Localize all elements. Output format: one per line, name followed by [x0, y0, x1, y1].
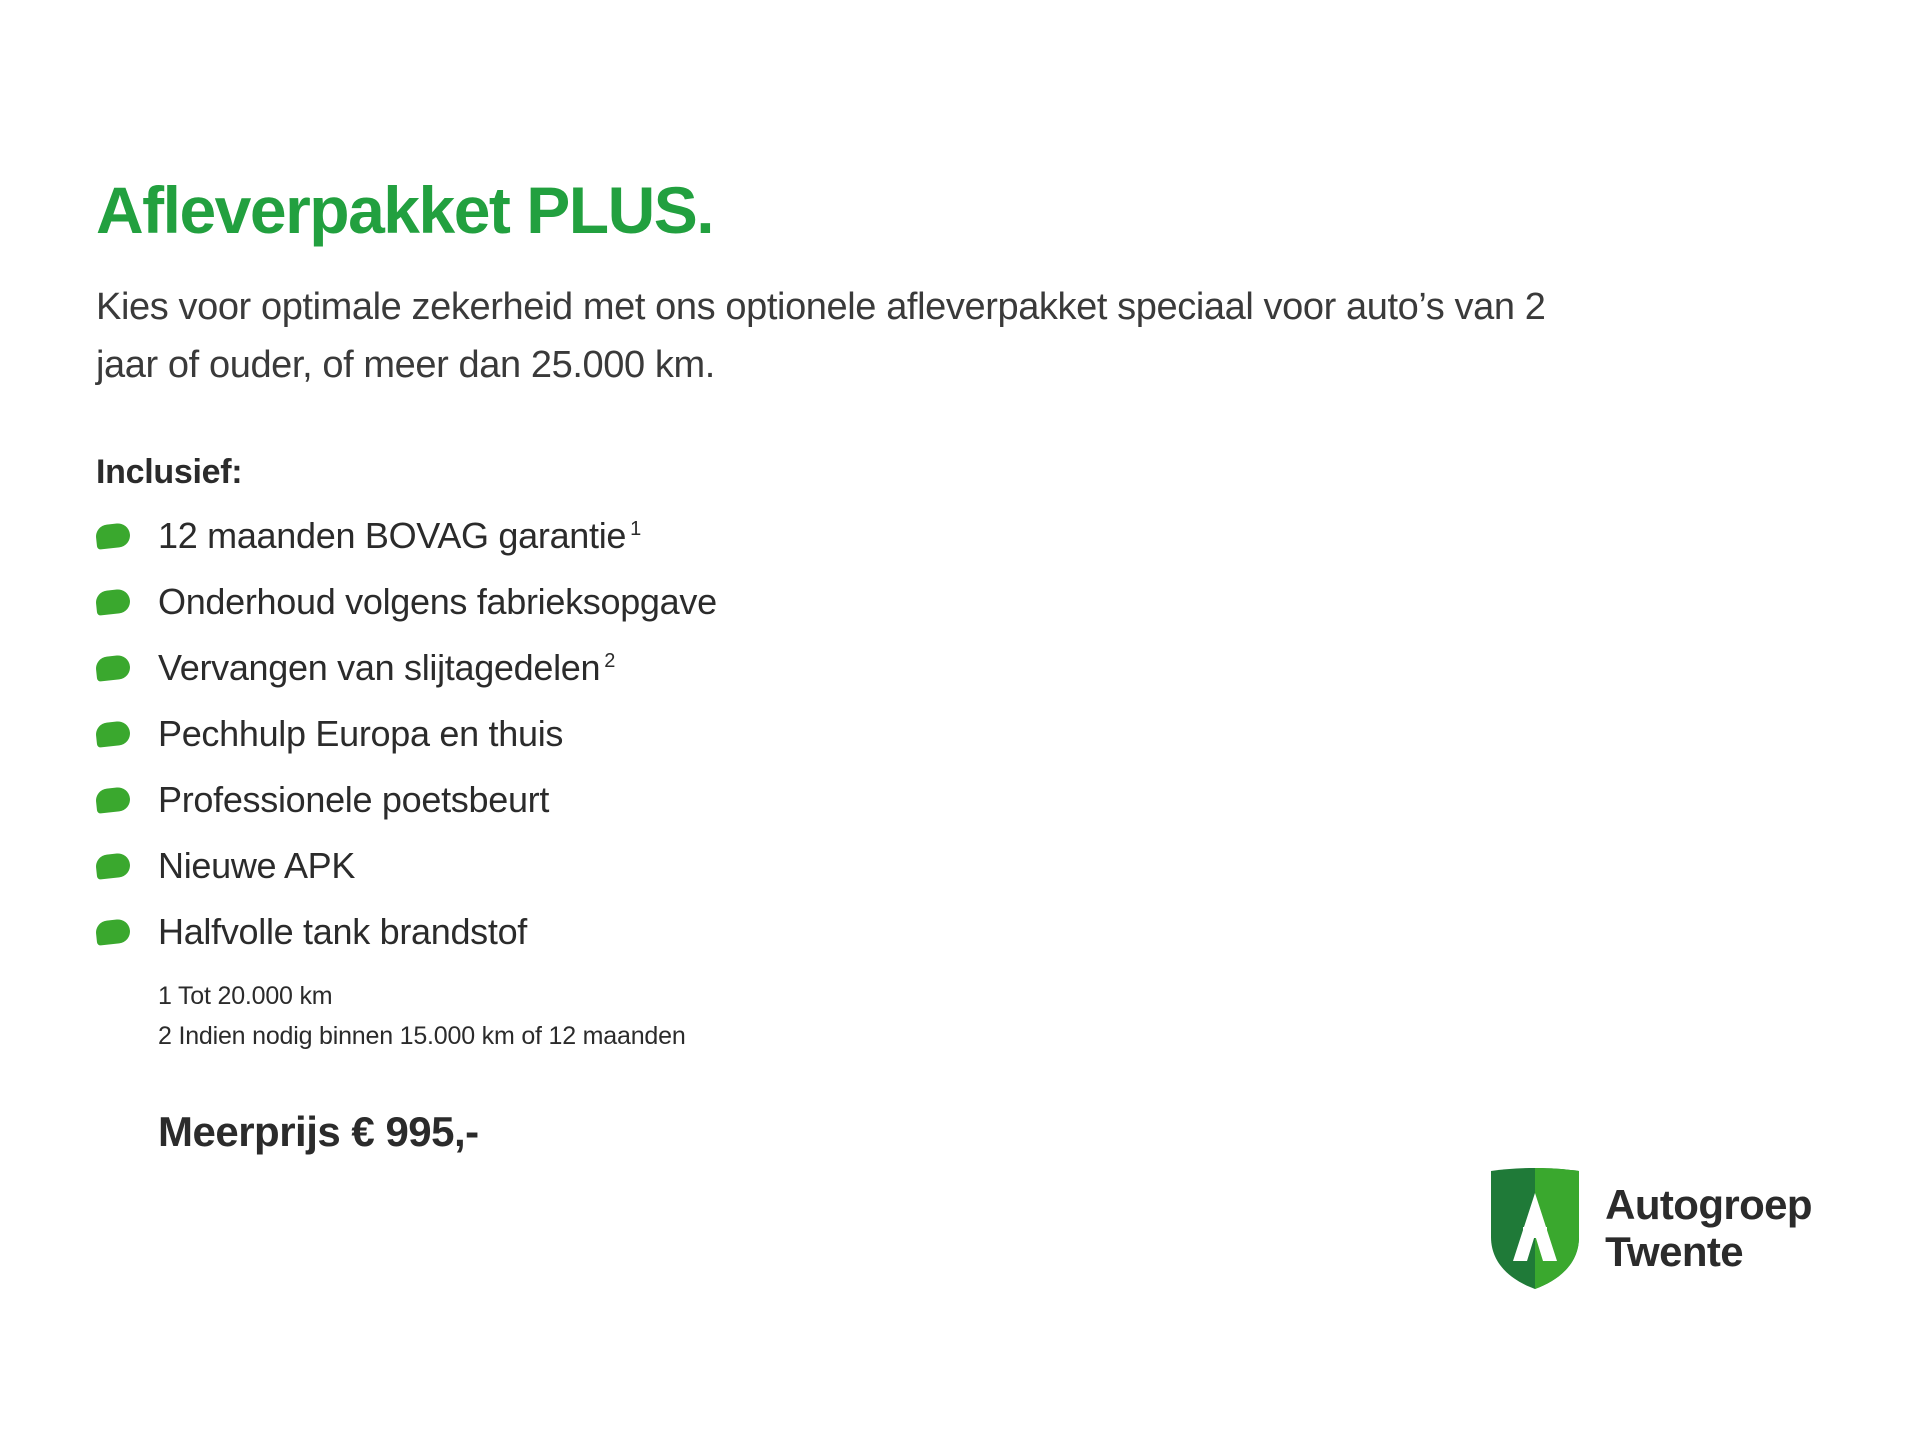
brand-logo-text — [1605, 1181, 1812, 1275]
benefit-label: Pechhulp Europa en thuis — [158, 712, 564, 754]
list-item — [96, 778, 1796, 822]
benefit-label: Halfvolle tank brandstof — [158, 910, 528, 952]
brand-logo-line2: Twente — [1605, 1228, 1744, 1275]
list-item — [96, 844, 1796, 888]
price-label: Meerprijs € 995,- — [158, 1107, 479, 1155]
list-item — [96, 712, 1796, 756]
footnotes — [158, 976, 1796, 1056]
leaf-bullet-icon — [95, 918, 131, 945]
benefit-label: Onderhoud volgens fabrieksopgave — [158, 580, 717, 622]
footnote-2: 2 Indien nodig binnen 15.000 km of 12 maanden — [158, 1021, 686, 1050]
benefit-label: Nieuwe APK — [158, 844, 356, 886]
footnote-marker: 2 — [604, 649, 616, 672]
includes-label: Inclusief: — [96, 452, 243, 491]
footnote-marker: 1 — [630, 517, 641, 540]
benefit-label: 12 maanden BOVAG garantie $^1$ — [158, 514, 641, 556]
brand-logo — [1487, 1165, 1812, 1291]
leaf-bullet-icon — [95, 522, 131, 549]
leaf-bullet-icon — [95, 852, 131, 879]
leaf-bullet-icon — [95, 588, 131, 615]
leaf-bullet-icon — [95, 786, 131, 813]
content-block — [96, 173, 1796, 1156]
leaf-bullet-icon — [95, 720, 131, 747]
list-item — [96, 910, 1796, 954]
list-item — [96, 580, 1796, 624]
list-item — [96, 646, 1796, 690]
intro-paragraph: Kies voor optimale zekerheid met ons optionele afleverpakket speciaal voor auto’s van 2 jaar of ouder, of meer dan 25.000 km. — [96, 286, 1546, 387]
leaf-bullet-icon — [95, 654, 131, 681]
list-item — [96, 514, 1796, 558]
footnote-1: 1 Tot 20.000 km — [158, 981, 333, 1010]
benefits-list — [96, 514, 1796, 954]
autogroep-twente-shield-icon — [1487, 1165, 1583, 1291]
benefit-label: Professionele poetsbeurt — [158, 778, 550, 820]
page-title: Afleverpakket PLUS. — [96, 173, 714, 247]
brand-logo-line1: Autogroep — [1605, 1180, 1812, 1228]
benefit-label: Vervangen van slijtagedelen $^2$ — [158, 646, 616, 688]
